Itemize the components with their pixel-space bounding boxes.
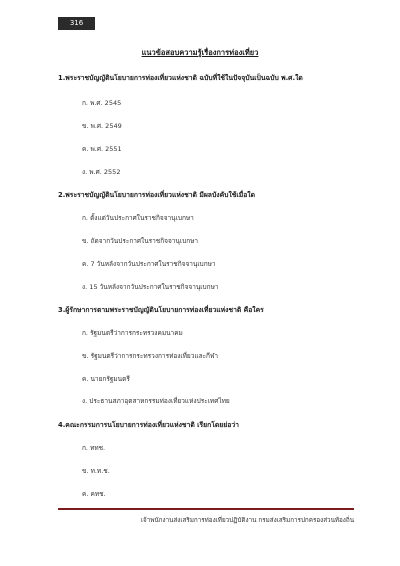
choice-2a: ก. ตั้งแต่วันประกาศในราชกิจจานุเบกษา — [82, 214, 194, 222]
choice-4a: ก. ททช. — [82, 444, 106, 452]
footer-divider — [58, 508, 354, 510]
document-title: แนวข้อสอบความรู้เรื่องการท่องเที่ยว — [141, 48, 259, 57]
question-1: 1.พระราชบัญญัตินโยบายการท่องเที่ยวแห่งชาติ ฉบับที่ใช้ในปัจจุบันเป็นฉบับ พ.ศ.ใด — [58, 74, 303, 82]
question-2: 2.พระราชบัญญัตินโยบายการท่องเที่ยวแห่งชาติ มีผลบังคับใช้เมื่อใด — [58, 191, 256, 199]
choice-3b: ข. รัฐมนตรีว่าการกระทรวงการท่องเที่ยวและกีฬา — [82, 352, 219, 360]
choice-1c: ค. พ.ศ. 2551 — [82, 145, 122, 153]
choice-4b: ข. ท.ท.ช. — [82, 467, 110, 475]
choice-3d: ง. ประธานสภาอุตสาหกรรมท่องเที่ยวแห่งประเทศไทย — [82, 397, 230, 405]
choice-4c: ค. คทช. — [82, 490, 106, 498]
choice-2b: ข. ถัดจากวันประกาศในราชกิจจานุเบกษา — [82, 237, 199, 245]
choice-1d: ง. พ.ศ. 2552 — [82, 168, 121, 176]
choice-2d: ง. 15 วันหลังจากวันประกาศในราชกิจจานุเบกษา — [82, 283, 219, 291]
choice-1b: ข. พ.ศ. 2549 — [82, 122, 122, 130]
choice-1a: ก. พ.ศ. 2545 — [82, 99, 122, 107]
choice-2c: ค. 7 วันหลังจากวันประกาศในราชกิจจานุเบกษา — [82, 260, 216, 268]
choice-3a: ก. รัฐมนตรีว่าการกระทรวงคมนาคม — [82, 329, 183, 337]
question-3: 3.ผู้รักษาการตามพระราชบัญญัตินโยบายการท่องเที่ยวแห่งชาติ คือใคร — [58, 306, 264, 314]
question-4: 4.คณะกรรมการนโยบายการท่องเที่ยวแห่งชาติ เรียกโดยย่อว่า — [58, 421, 239, 429]
choice-3c: ค. นายกรัฐมนตรี — [82, 375, 130, 383]
footer-text: เจ้าพนักงานส่งเสริมการท่องเที่ยวปฏิบัติงาน กรมส่งเสริมการปกครองส่วนท้องถิ่น — [140, 517, 354, 524]
page-number: 316 — [58, 17, 95, 30]
